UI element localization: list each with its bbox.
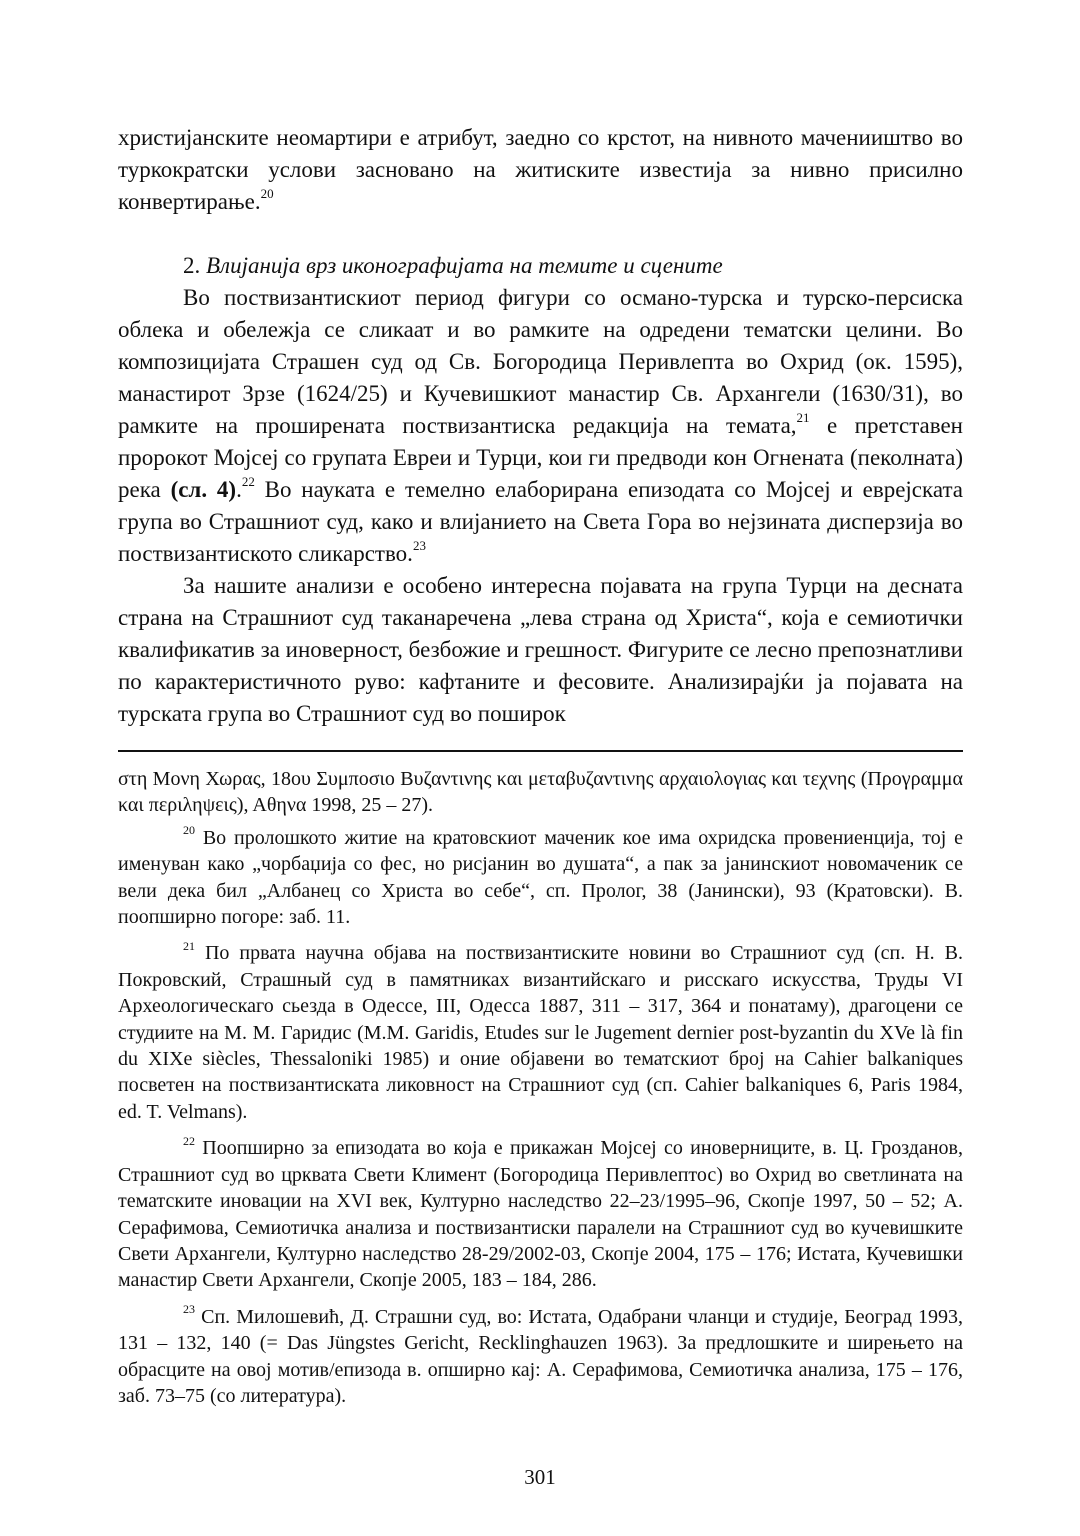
paragraph-2-text-b: е претставен пророкот Мојсеј со групата Евреи и Турци, кои ги предводи кон Огнената (пеколната) река bbox=[118, 413, 963, 502]
footnote-20 bbox=[118, 825, 963, 931]
page-content bbox=[118, 122, 963, 1419]
main-text bbox=[118, 122, 963, 730]
paragraph-1-text: христијанските неомартири е атрибут, заедно со крстот, на нивното маченииштво во туркократски услови засновано на житиските известија за нивно присилно конвертирање. bbox=[118, 125, 963, 214]
paragraph-2 bbox=[118, 282, 963, 570]
footnote-continuation: στη Μονη Χωρας, 18ου Συμποσιο Βυζαντινης και μεταβυζαντινης αρχαιολογιας και τεχνης (Προγραμμα και περιληψεις), Αθηνα 1998, 25 – 27). bbox=[118, 768, 963, 817]
footnote-divider bbox=[118, 750, 963, 752]
footnote-ref-23: 23 bbox=[412, 538, 426, 554]
paragraph-2-text-d: Во науката е темелно елаборирана епизодата со Мојсеј и еврејската група во Страшниот суд, како и влијанието на Света Гора во нејзината дисперзија во поствизантиското сликарство. bbox=[118, 477, 963, 566]
paragraph-3 bbox=[118, 570, 963, 730]
section-number: 2. bbox=[183, 253, 201, 278]
figure-reference: (сл. 4) bbox=[170, 477, 237, 502]
section-title: Влијанија врз иконографијата на темите и сцените bbox=[206, 253, 723, 278]
section-heading bbox=[118, 250, 963, 282]
footnote-21-number: 21 bbox=[183, 938, 195, 953]
paragraph-2-text-c: . bbox=[236, 477, 242, 502]
page-number: 301 bbox=[524, 1465, 556, 1489]
footnote-23-text: Сп. Милошевић, Д. Страшни суд, во: Истата, Одабрани чланци и студије, Београд 1993, 131 – 132, 140 (= Das Jüngstes Gericht, Recklinghauzen 1963). За предлошките и ширењето на обрасците на овој мотив/епизода в. опширно кај: А. Серафимова, Семиотичка анализа, 175 – 176, заб. 73–75 (со литература). bbox=[118, 1305, 963, 1407]
footnote-22 bbox=[118, 1135, 963, 1293]
footnote-ref-20: 20 bbox=[260, 186, 274, 202]
footnote-21-text: По првата научна објава на поствизантиските новини во Страшниот суд (сп. Н. В. Покровский, Страшный суд в памятниках византийскаго и рисскаго искусства, Труды VI Археологическаго сьезда в Одессе, III, Одесса 1887, 311 – 317, 364 и понатаму), драгоцени се студиите на М. М. Гаридис (M.M. Garidis, Etudes sur le Jugement dernier post-byzantin du XVe là fin du XIXe siècles, Thessaloniki 1985) и оние објавени во тематскиот број на Cahier balkaniques посветен на поствизантиската ликовност на Страшниот суд (сп. Cahier balkaniques 6, Paris 1984, ed. T. Velmans). bbox=[118, 942, 963, 1123]
footnote-22-text: Поопширно за епизодата во која е прикажан Мојсеј со иноверниците, в. Ц. Грозданов, Страшниот суд во црквата Свети Климент (Богородица Перивлептос) во Охрид во светлината на тематските иновации на XVI век, Културно наследство 22–23/1995–96, Скопје 1997, 50 – 52; А. Серафимова, Семиотичка анализа и поствизантиски паралели на Страшниот суд во кучевишките Свети Архангели, Културно наследство 28-29/2002-03, Скопје 2004, 175 – 176; Истата, Кучевишки манастир Свети Архангели, Скопје 2005, 183 – 184, 286. bbox=[118, 1137, 963, 1292]
footnote-ref-22: 22 bbox=[241, 474, 255, 490]
paragraph-1 bbox=[118, 122, 963, 218]
footnote-23 bbox=[118, 1304, 963, 1410]
footnote-20-number: 20 bbox=[183, 823, 195, 838]
paragraph-2-text-a: Во поствизантискиот период фигури со османо-турска и турско-персиска облека и обележја се сликаат и во рамките на одредени тематски целини. Во композицијата Страшен суд од Св. Богородица Перивлепта во Охрид (ок. 1595), манастирот Зрзе (1624/25) и Кучевишкиот манастир Св. Архангели (1630/31), во рамките на проширената поствизантиска редакција на темата, bbox=[118, 285, 963, 438]
footnote-20-text: Во пролошкото житие на кратовскиот маченик кое има охридска провениенција, тој е именуван како „чорбаџија со фес, но рисјанин во душата“, а пак за јанинскиот новомаченик се вели дека бил „Албанец со Христа во себе“, сп. Пролог, 38 (Јанински), 93 (Кратовски). В. поопширно погоре: заб. 11. bbox=[118, 826, 963, 929]
footnote-ref-21: 21 bbox=[796, 410, 810, 426]
footnote-23-number: 23 bbox=[183, 1302, 195, 1317]
paragraph-3-text: За нашите анализи е особено интересна појавата на група Турци на десната страна на Страшниот суд таканаречена „лева страна од Христа“, која е семиотички квалификатив за иноверност, безбожие и грешност. Фигурите се лесно препознатливи по карактеристичното руво: кафтаните и фесовите. Анализирајќи ја појавата на турската група во Страшниот суд во поширок bbox=[118, 573, 963, 726]
footnotes bbox=[118, 766, 963, 1409]
footnote-21 bbox=[118, 940, 963, 1125]
footnote-22-number: 22 bbox=[183, 1133, 195, 1148]
